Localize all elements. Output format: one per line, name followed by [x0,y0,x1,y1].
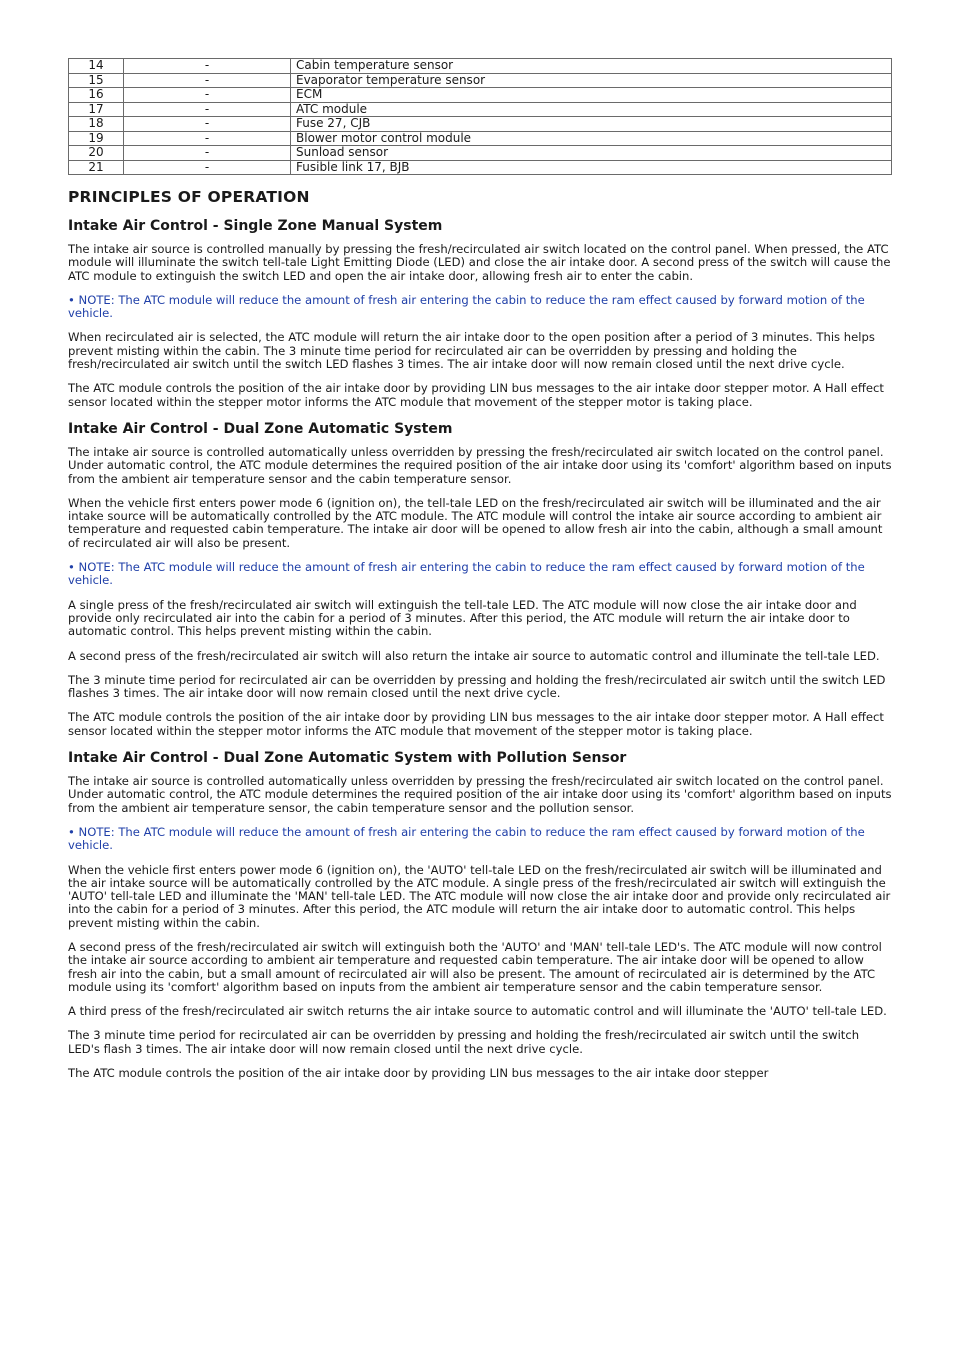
body-paragraph: The intake air source is controlled automatically unless overridden by pressing the fresh/recirculated air switch located on the control panel. Under automatic control, the ATC module determines the required position of the air intake door using its 'comfort' algorithm based on inputs from the ambient air temperature sensor and the cabin temperature sensor. [68,444,892,486]
item-separator: - [124,59,291,74]
table-row [69,117,892,132]
item-separator: - [124,146,291,161]
sections-container [68,206,892,1080]
body-paragraph: A second press of the fresh/recirculated air switch will extinguish both the 'AUTO' and 'MAN' tell-tale LED's. The ATC module will now control the intake air source according to ambient air temperature and requested cabin temperature. The air intake door will be opened to allow fresh air into the cabin, but a small amount of recirculated air will also be present. The amount of recirculated air is determined by the ATC module using its 'comfort' algorithm based on inputs from the ambient air temperature sensor and the cabin temperature sensor. [68,939,882,994]
body-paragraph: A single press of the fresh/recirculated air switch will extinguish the tell-tale LED. The ATC module will now close the air intake door and provide only recirculated air into the cabin for a period of 3 minutes. After this period, the ATC module will return the air intake door to automatic control. This helps prevent misting within the cabin. [68,597,857,639]
table-row [69,102,892,117]
body-paragraph: A second press of the fresh/recirculated air switch will also return the intake air source to automatic control and illuminate the tell-tale LED. [68,648,880,663]
body-paragraph: The ATC module controls the position of the air intake door by providing LIN bus messages to the air intake door stepper motor. A Hall effect sensor located within the stepper motor informs the ATC module that movement of the stepper motor is taking place. [68,381,884,409]
item-description: Blower motor control module [291,131,892,146]
table-row [69,73,892,88]
item-description: ATC module [291,102,892,117]
item-number: 14 [69,59,124,74]
item-description: Cabin temperature sensor [291,59,892,74]
body-paragraph: The 3 minute time period for recirculated air can be overridden by pressing and holding the fresh/recirculated air switch until the switch LED's flash 3 times. The air intake door will now remain closed until the next drive cycle. [68,1028,860,1056]
item-number: 15 [69,73,124,88]
item-number: 17 [69,102,124,117]
table-row [69,59,892,74]
item-description: Fuse 27, CJB [291,117,892,132]
item-description: ECM [291,88,892,103]
item-description: Sunload sensor [291,146,892,161]
table-row [69,146,892,161]
body-paragraph: The ATC module controls the position of the air intake door by providing LIN bus messages to the air intake door stepper motor. A Hall effect sensor located within the stepper motor informs the ATC module that movement of the stepper motor is taking place. [68,710,884,738]
component-table-body [69,59,892,175]
body-paragraph: The 3 minute time period for recirculated air can be overridden by pressing and holding the fresh/recirculated air switch until the switch LED flashes 3 times. The air intake door will now remain closed until the next drive cycle. [68,672,886,701]
item-separator: - [124,160,291,175]
body-paragraph: When the vehicle first enters power mode 6 (ignition on), the tell-tale LED on the fresh/recirculated air switch will be illuminated and the air intake source will be automatically controlled by the ATC module. The ATC module will control the intake air source according to ambient air temperature and requested cabin temperature. The intake air door will be opened to allow fresh air into the cabin, although a small amount of recirculated air will also be present. [68,495,883,550]
subsection-title: Intake Air Control - Dual Zone Automatic System with Pollution Sensor [68,750,627,767]
body-paragraph: The intake air source is controlled automatically unless overridden by pressing the fresh/recirculated air switch located on the control panel. Under automatic control, the ATC module determines the required position of the air intake door using its 'comfort' algorithm based on inputs from the ambient air temperature sensor, the cabin temperature sensor and the pollution sensor. [68,774,892,815]
item-description: Evaporator temperature sensor [291,73,892,88]
item-separator: - [124,102,291,117]
body-paragraph: The ATC module controls the position of the air intake door by providing LIN bus messages to the air intake door stepper [68,1066,769,1081]
table-row [69,160,892,175]
subsection-title: Intake Air Control - Dual Zone Automatic System [68,420,453,437]
body-paragraph: When recirculated air is selected, the ATC module will return the air intake door to the open position after a period of 3 minutes. This helps prevent misting within the cabin. The 3 minute time period for recirculated air can be overridden by pressing and holding the fresh/recirculated air switch until the switch LED flashes 3 times. The air intake door will now remain closed until the next drive cycle. [68,330,875,372]
item-separator: - [124,131,291,146]
item-number: 21 [69,160,124,175]
note-paragraph: • NOTE: The ATC module will reduce the amount of fresh air entering the cabin to reduce the ram effect caused by forward motion of the vehicle. [68,824,865,853]
item-number: 18 [69,117,124,132]
component-table [68,58,892,175]
note-paragraph: • NOTE: The ATC module will reduce the amount of fresh air entering the cabin to reduce the ram effect caused by forward motion of the vehicle. [68,292,865,321]
note-paragraph: • NOTE: The ATC module will reduce the amount of fresh air entering the cabin to reduce the ram effect caused by forward motion of the vehicle. [68,560,865,588]
item-number: 20 [69,146,124,161]
section-heading: PRINCIPLES OF OPERATION [68,188,310,206]
body-paragraph: When the vehicle first enters power mode 6 (ignition on), the 'AUTO' tell-tale LED on the fresh/recirculated air switch will be illuminated and the air intake source will be automatically controlled by the ATC module. A single press of the fresh/recirculated air switch will extinguish the 'AUTO' tell-tale LED and illuminate the 'MAN' tell-tale LED. The ATC module will now close the air intake door and provide only recirculated air into the cabin for a period of 3 minutes. After this period, the ATC module will return the air intake door to automatic control. This helps prevent misting within the cabin. [68,862,891,930]
table-row [69,88,892,103]
subsection-title: Intake Air Control - Single Zone Manual System [68,218,443,234]
item-number: 19 [69,131,124,146]
body-paragraph: The intake air source is controlled manually by pressing the fresh/recirculated air switch located on the control panel. When pressed, the ATC module will illuminate the switch tell-tale Light Emitting Diode (LED) and close the air intake door. A second press of the switch will cause the ATC module to extinguish the switch LED and open the air intake door, allowing fresh air to enter the cabin. [68,242,891,283]
document-page [68,58,892,1080]
item-description: Fusible link 17, BJB [291,160,892,175]
item-separator: - [124,117,291,132]
item-separator: - [124,88,291,103]
item-separator: - [124,73,291,88]
body-paragraph: A third press of the fresh/recirculated air switch returns the air intake source to automatic control and will illuminate the 'AUTO' tell-tale LED. [68,1004,887,1019]
table-row [69,131,892,146]
item-number: 16 [69,88,124,103]
